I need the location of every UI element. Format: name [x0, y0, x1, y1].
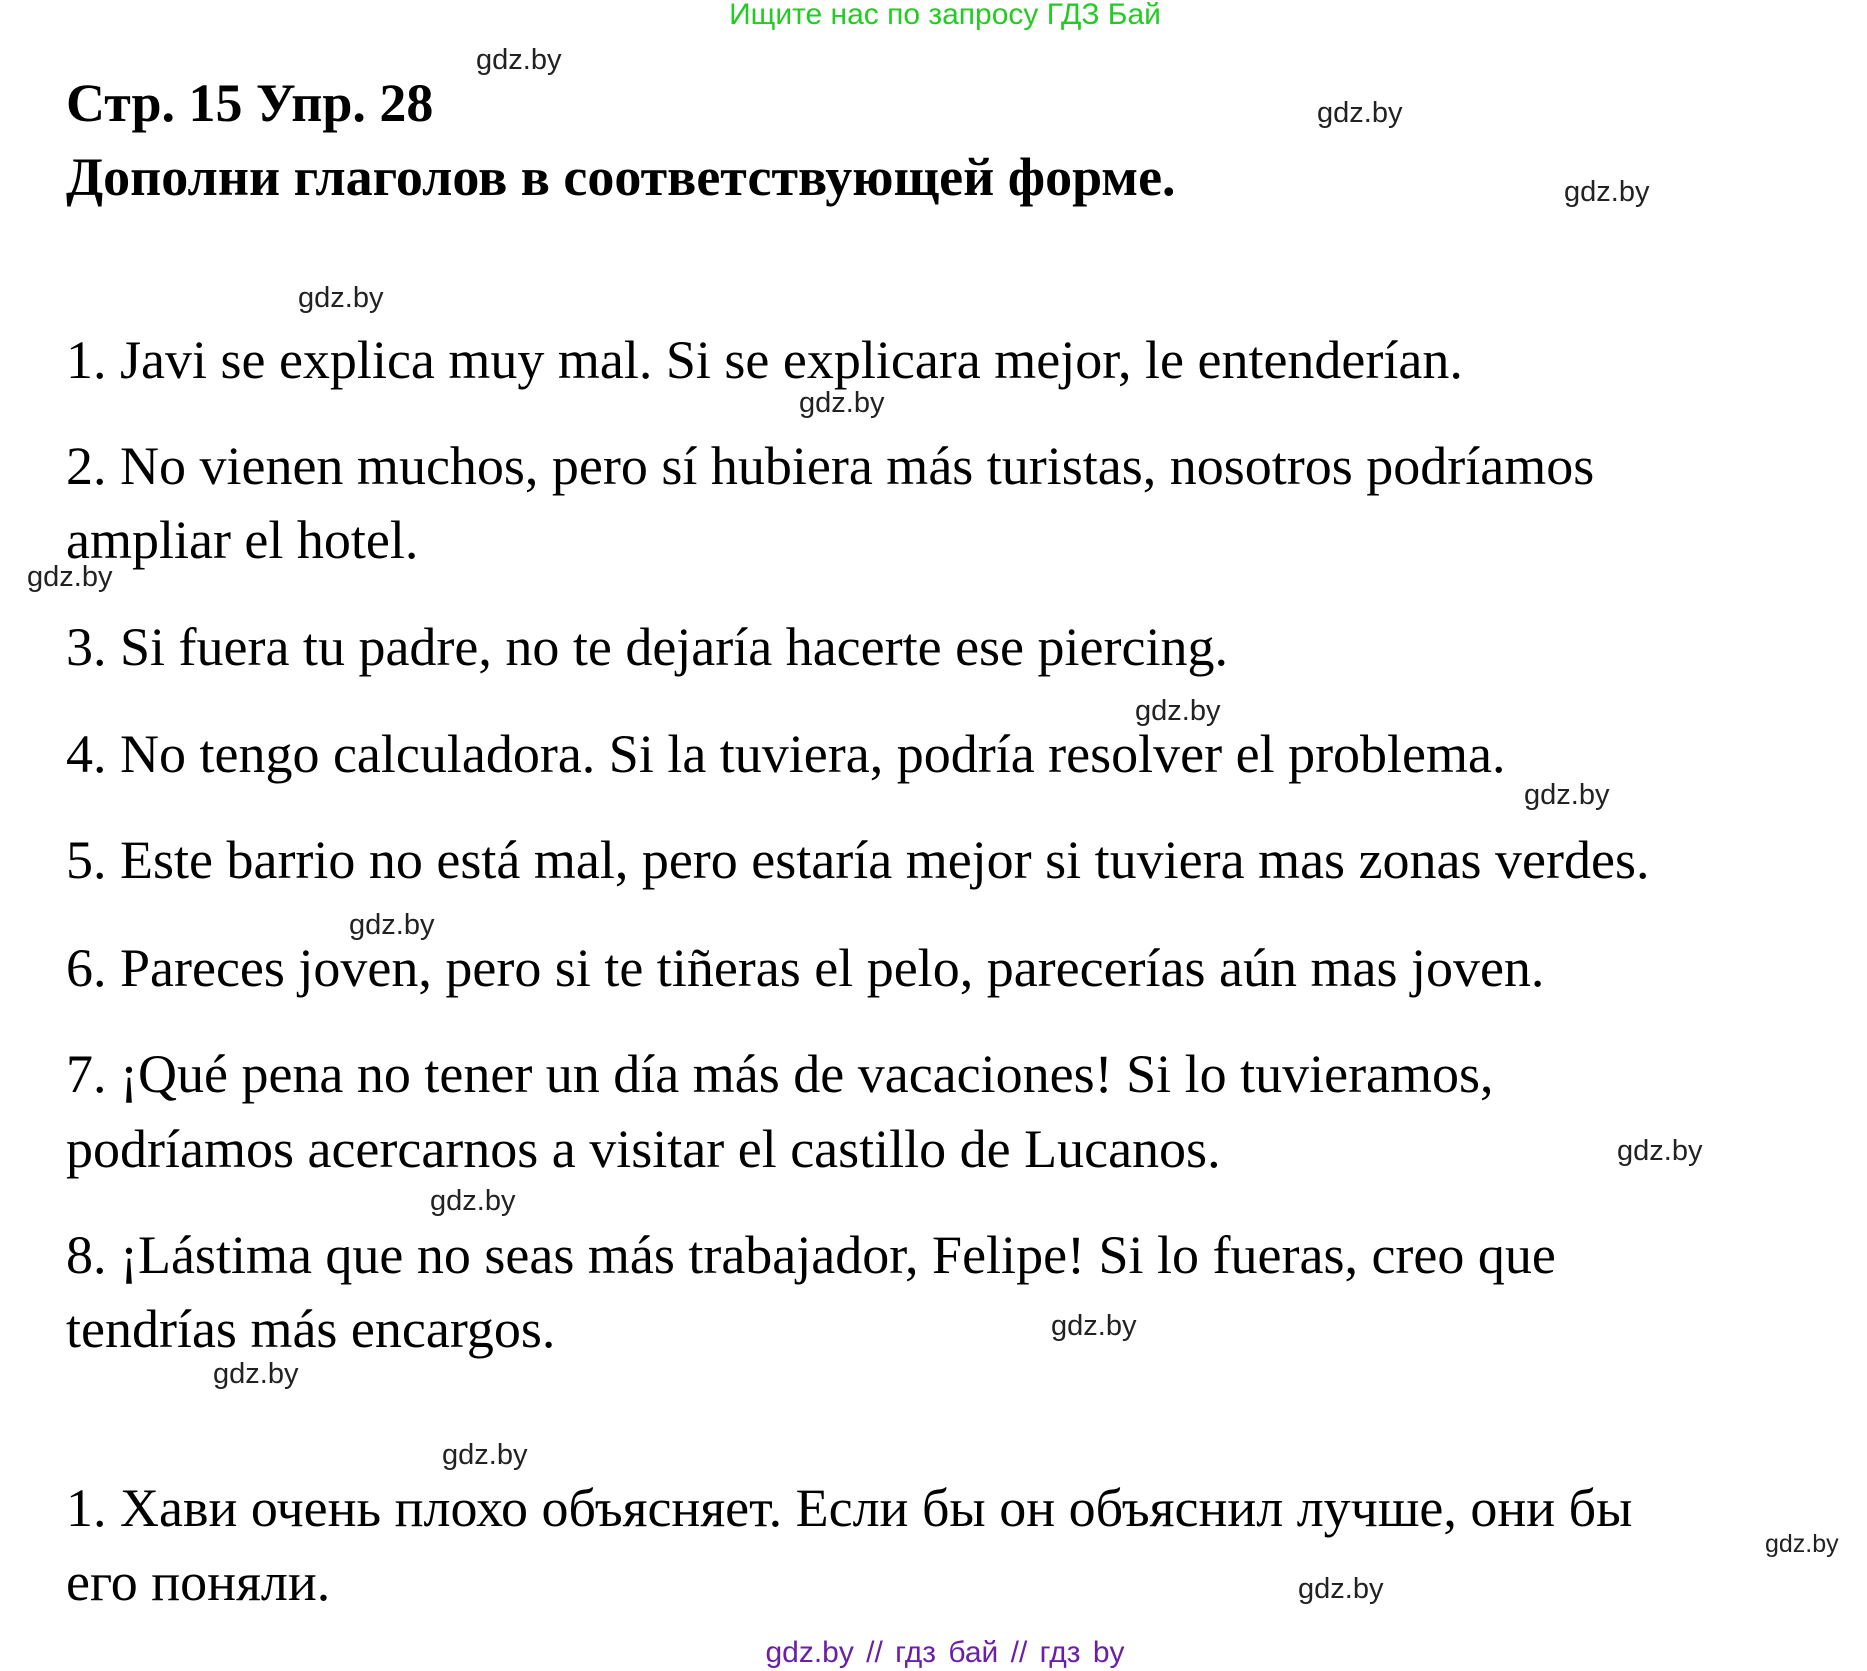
watermark: gdz.by	[1317, 97, 1403, 129]
watermark: gdz.by	[298, 282, 384, 314]
answer-4-line-1: 4. No tengo calculadora. Si la tuviera, podría resolver el problema.	[66, 724, 1506, 784]
translation-line-1: 1. Хави очень плохо объясняет. Если бы он объяснил лучше, они бы	[66, 1478, 1633, 1538]
watermark: gdz.by	[1765, 1530, 1839, 1558]
watermark: gdz.by	[1524, 779, 1610, 811]
answer-7-line-1: 7. ¡Qué pena no tener un día más de vacaciones! Si lo tuvieramos,	[66, 1044, 1494, 1104]
answer-5-line-1: 5. Este barrio no está mal, pero estaría mejor si tuviera mas zonas verdes.	[66, 830, 1650, 890]
answer-2-line-2: ampliar el hotel.	[66, 510, 419, 570]
watermark: gdz.by	[1298, 1573, 1384, 1605]
watermark: gdz.by	[213, 1358, 299, 1390]
watermark: gdz.by	[1617, 1135, 1703, 1167]
answer-8-line-1: 8. ¡Lástima que no seas más trabajador, Felipe! Si lo fueras, creo que	[66, 1225, 1556, 1285]
answer-2-line-1: 2. No vienen muchos, pero sí hubiera más turistas, nosotros podríamos	[66, 436, 1595, 496]
page-title: Стр. 15 Упр. 28	[66, 73, 434, 133]
watermark: gdz.by	[1564, 176, 1650, 208]
footer-links: gdz.by // гдз бай // гдз by	[765, 1636, 1125, 1669]
watermark: gdz.by	[442, 1439, 528, 1471]
search-banner: Ищите нас по запросу ГДЗ Бай	[729, 0, 1161, 31]
watermark: gdz.by	[1135, 695, 1221, 727]
watermark: gdz.by	[1051, 1310, 1137, 1342]
watermark: gdz.by	[430, 1185, 516, 1217]
answer-8-line-2: tendrías más encargos.	[66, 1299, 556, 1359]
exercise-instruction: Дополни глаголов в соответствующей форме.	[66, 147, 1176, 207]
answer-3-line-1: 3. Si fuera tu padre, no te dejaría hacerte ese piercing.	[66, 617, 1228, 677]
answer-6-line-1: 6. Pareces joven, pero si te tiñeras el pelo, parecerías aún mas joven.	[66, 938, 1545, 998]
answer-1-line-1: 1. Javi se explica muy mal. Si se explicara mejor, le entenderían.	[66, 330, 1463, 390]
watermark: gdz.by	[349, 909, 435, 941]
translation-line-2: его поняли.	[66, 1552, 331, 1612]
watermark: gdz.by	[476, 44, 562, 76]
watermark: gdz.by	[27, 561, 113, 593]
answer-7-line-2: podríamos acercarnos a visitar el castillo de Lucanos.	[66, 1119, 1221, 1179]
watermark: gdz.by	[799, 387, 885, 419]
